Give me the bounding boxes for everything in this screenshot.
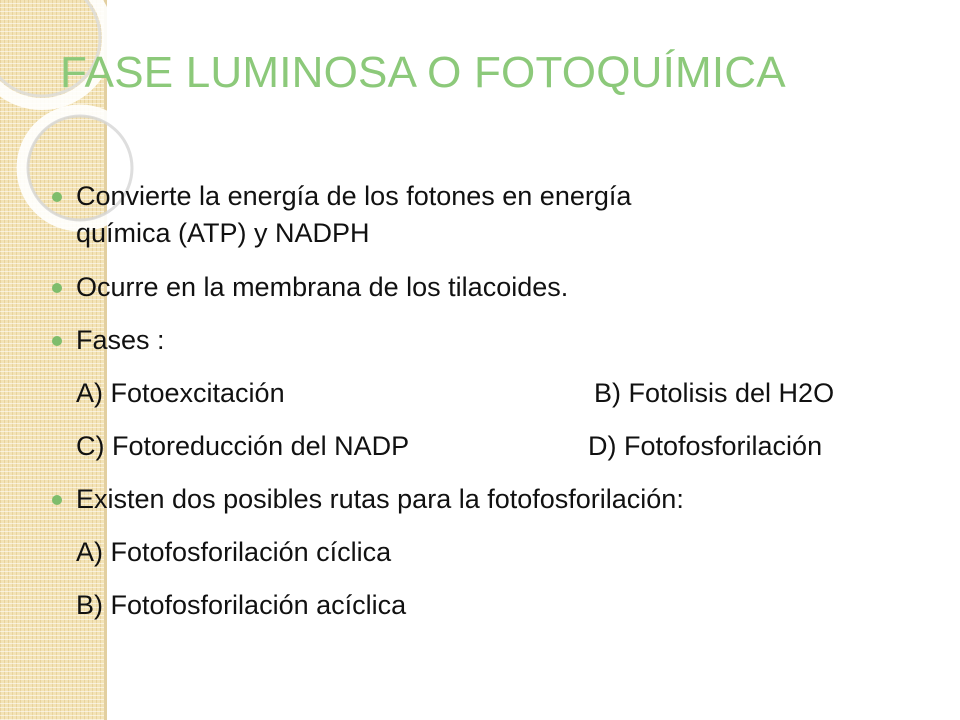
phase-c: C) Fotoreducción del NADP — [76, 431, 410, 461]
bullet-list — [50, 178, 940, 640]
phase-d: D) Fotofosforilación — [588, 431, 823, 461]
bullet-item-energy — [50, 178, 940, 252]
bullet-item-membrane: Ocurre en la membrana de los tilacoides. — [50, 269, 940, 305]
bullet-line-1: Convierte la energía de los fotones en energía — [76, 181, 632, 211]
route-acyclic: B) Fotofosforilación acíclica — [76, 590, 407, 620]
phase-b: B) Fotolisis del H2O — [594, 378, 835, 408]
bullet-item-routes: Existen dos posibles rutas para la fotofosforilación: — [50, 481, 940, 517]
slide-title: FASE LUMINOSA O FOTOQUÍMICA — [60, 48, 786, 97]
phases-row-1 — [50, 375, 940, 411]
phase-a: A) Fotoexcitación — [76, 378, 285, 408]
route-cyclic: A) Fotofosforilación cíclica — [76, 537, 392, 567]
phases-row-2 — [50, 428, 940, 464]
bullet-line-2: química (ATP) y NADPH — [76, 218, 370, 248]
bullet-item-phases: Fases : — [50, 322, 940, 358]
